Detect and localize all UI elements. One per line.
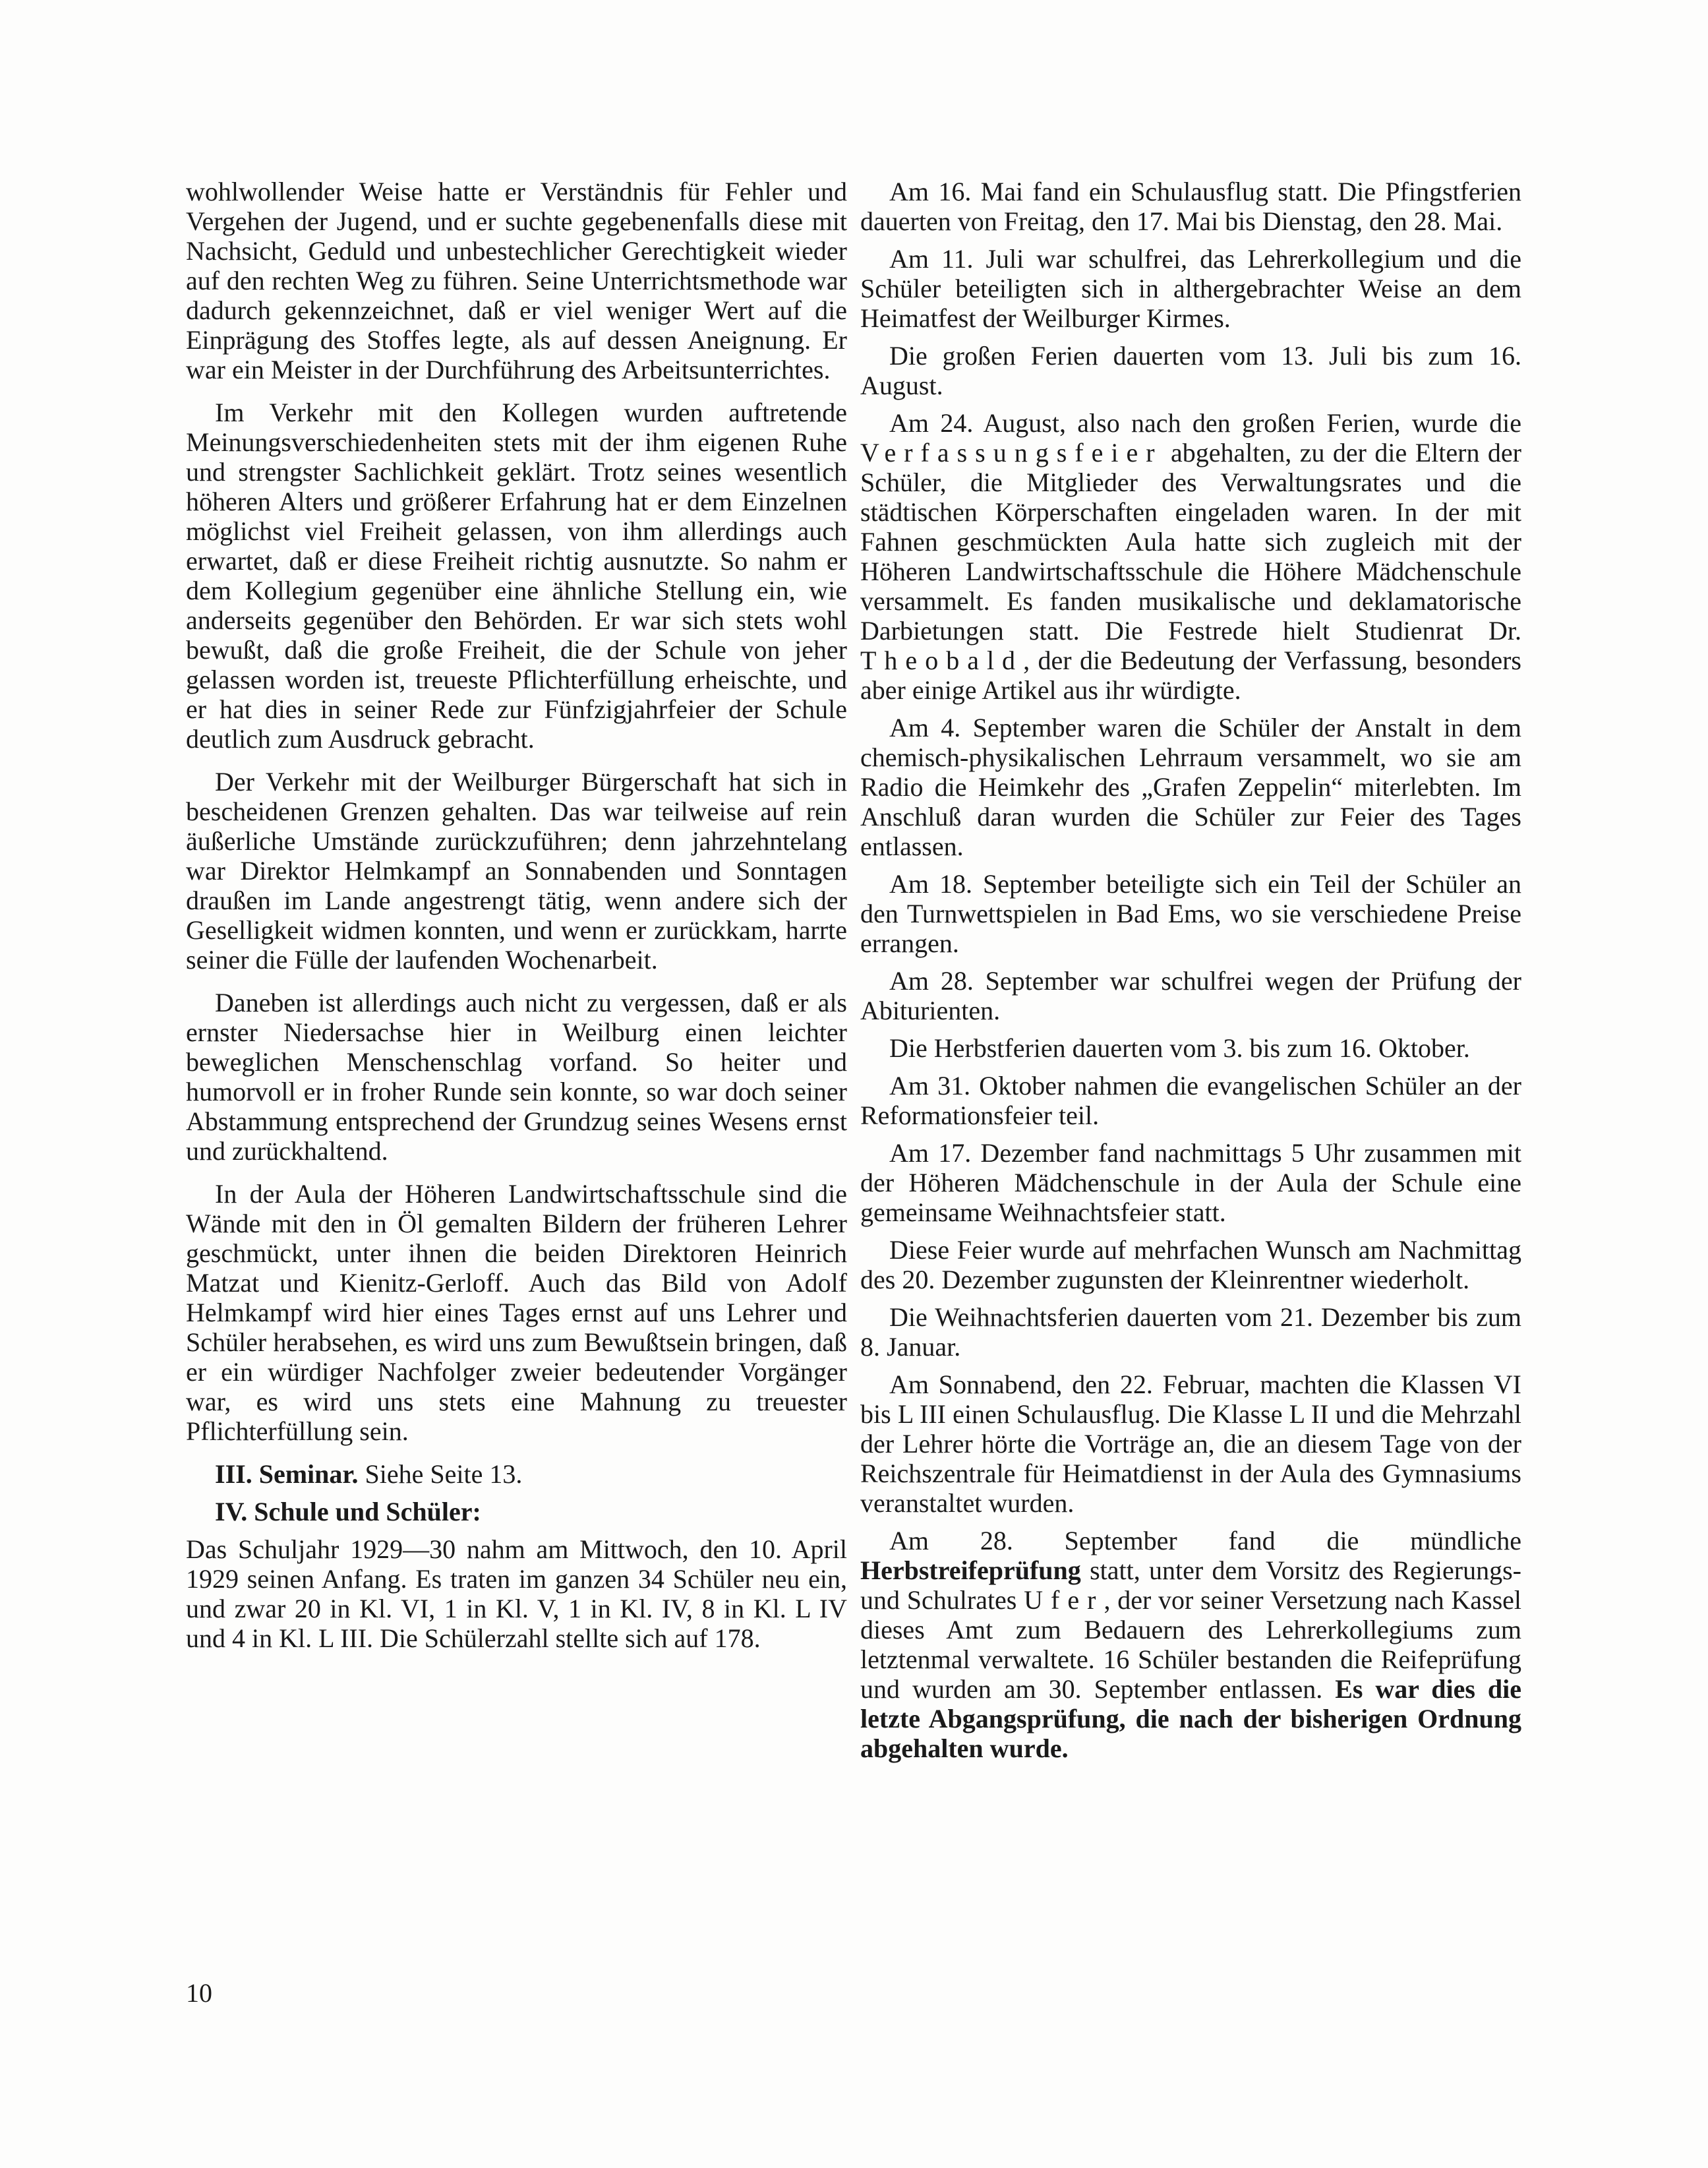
paragraph: Im Verkehr mit den Kollegen wurden auftretende Meinungsverschiedenheiten stets mit der ihm eigenen Ruhe und strengster Sachlichkeit geklärt. Trotz seines wesentlich höheren Alters und größerer Erfahrung hat er dem Einzelnen möglichst viel Freiheit gelassen, von ihm allerdings auch erwartet, daß er diese Freiheit richtig ausnutzte. So nahm er dem Kollegium gegenüber eine ähnliche Stellung ein, wie anderseits gegenüber den Behörden. Er war sich stets wohl bewußt, daß die große Freiheit, die der Schule von jeher gelassen worden ist, treueste Pflichterfüllung erheischte, und er hat dies in seiner Rede zur Fünfzigjahrfeier der Schule deutlich zum Ausdruck gebracht. — [186, 398, 847, 754]
paragraph: Am 11. Juli war schulfrei, das Lehrerkollegium und die Schüler beteiligten sich in althergebrachter Weise an dem Heimatfest der Weilburger Kirmes. — [860, 244, 1521, 333]
spaced-name: Ufer — [1024, 1585, 1104, 1615]
text-run: , der vor seiner Versetzung nach Kassel dieses Amt zum Bedauern des Lehrerkollegiums zum letztenmal verwaltete. 16 Schüler bestanden die Reifeprüfung und wurden am 30. September entlassen. — [860, 1585, 1522, 1704]
right-column — [860, 177, 1521, 1771]
paragraph: Am 4. September waren die Schüler der Anstalt in dem chemisch-physikalischen Lehrraum versammelt, wo sie am Radio die Heimkehr des „Grafen Zeppelin“ miterlebten. Im Anschluß daran wurden die Schüler zur Feier des Tages entlassen. — [860, 713, 1521, 861]
paragraph: Am 18. September beteiligte sich ein Teil der Schüler an den Turnwettspielen in Bad Ems, wo sie verschiedene Preise errangen. — [860, 869, 1521, 958]
paragraph: Die großen Ferien dauerten vom 13. Juli bis zum 16. August. — [860, 341, 1521, 400]
paragraph: In der Aula der Höheren Landwirtschaftsschule sind die Wände mit den in Öl gemalten Bildern der früheren Lehrer geschmückt, unter ihnen die beiden Direktoren Heinrich Matzat und Kienitz-Gerloff. Auch das Bild von Adolf Helmkampf wird hier eines Tages ernst auf uns Lehrer und Schüler herabsehen, es wird uns zum Bewußtsein bringen, daß er ein würdiger Nachfolger zweier bedeutender Vorgänger war, es wird uns stets eine Mahnung zu treuester Pflichterfüllung sein. — [186, 1179, 847, 1446]
section-heading-text: Siehe Seite 13. — [365, 1459, 523, 1489]
text-run: , der die Bedeutung der Verfassung, besonders aber einige Artikel aus ihr würdigte. — [860, 646, 1521, 705]
text-run: statt, unter dem Vorsitz des Regierungs- und Schulrates — [860, 1555, 1521, 1615]
paragraph-verfassungsfeier — [860, 408, 1521, 705]
text-run: abgehalten, zu der die Eltern der Schüler, die Mitglieder des Verwaltungsrates und die städtischen Körperschaften eingeladen waren. In der mit Fahnen geschmückten Aula hatte sich zugleich mit der Höheren Landwirtschaftsschule die Höhere Mädchenschule versammelt. Es fanden musikalische und deklamatorische Darbietungen statt. Die Festrede hielt Studienrat Dr. — [860, 438, 1522, 646]
paragraph: Am 16. Mai fand ein Schulausflug statt. Die Pfingstferien dauerten von Freitag, den 17. Mai bis Dienstag, den 28. Mai. — [860, 177, 1521, 236]
spaced-term: Verfassungsfeier — [860, 438, 1163, 467]
paragraph: Das Schuljahr 1929—30 nahm am Mittwoch, den 10. April 1929 seinen Anfang. Es traten im ganzen 34 Schüler neu ein, und zwar 20 in Kl. VI, 1 in Kl. V, 1 in Kl. IV, 8 in Kl. L IV und 4 in Kl. L III. Die Schülerzahl stellte sich auf 178. — [186, 1534, 847, 1653]
paragraph: Am Sonnabend, den 22. Februar, machten die Klassen VI bis L III einen Schulausflug. Die Klasse L II und die Mehrzahl der Lehrer hörte die Vorträge an, die an diesem Tage von der Reichszentrale für Heimatdienst in der Aula des Gymnasiums veranstaltet wurden. — [860, 1370, 1521, 1518]
paragraph: Der Verkehr mit der Weilburger Bürgerschaft hat sich in bescheidenen Grenzen gehalten. Das war teilweise auf rein äußerliche Umstände zurückzuführen; denn jahrzehntelang war Direktor Helmkampf an Sonnabenden und Sonntagen draußen im Lande angestrengt tätig, wenn andere sich der Geselligkeit widmen konnten, und wenn er zurückkam, harrte seiner die Fülle der laufenden Wochenarbeit. — [186, 767, 847, 975]
paragraph: Am 17. Dezember fand nachmittags 5 Uhr zusammen mit der Höheren Mädchenschule in der Aula der Schule eine gemeinsame Weihnachtsfeier statt. — [860, 1138, 1521, 1227]
section-heading-schule: IV. Schule und Schüler: — [215, 1497, 481, 1526]
paragraph: Die Weihnachtsferien dauerten vom 21. Dezember bis zum 8. Januar. — [860, 1302, 1521, 1362]
left-column — [186, 177, 847, 1666]
paragraph: Daneben ist allerdings auch nicht zu vergessen, daß er als ernster Niedersachse hier in Weilburg einen leichter beweglichen Menschenschlag vorfand. So heiter und humorvoll er in froher Runde sein konnte, so war doch seiner Abstammung entsprechend der Grundzug seines Wesens ernst und zurückhaltend. — [186, 988, 847, 1166]
paragraph: wohlwollender Weise hatte er Verständnis für Fehler und Vergehen der Jugend, und er suchte gegebenenfalls diese mit Nachsicht, Geduld und unbestechlicher Gerechtigkeit wieder auf den rechten Weg zu führen. Seine Unterrichtsmethode war dadurch gekennzeichnet, daß er viel weniger Wert auf die Einprägung des Stoffes legte, als auf dessen Aneignung. Er war ein Meister in der Durchführung des Arbeitsunterrichtes. — [186, 177, 847, 384]
paragraph: Am 31. Oktober nahmen die evangelischen Schüler an der Reformationsfeier teil. — [860, 1071, 1521, 1130]
section-heading-seminar — [186, 1459, 847, 1489]
paragraph: Am 28. September war schulfrei wegen der Prüfung der Abiturienten. — [860, 966, 1521, 1025]
paragraph: Die Herbstferien dauerten vom 3. bis zum 16. Oktober. — [889, 1033, 1470, 1063]
paragraph: Diese Feier wurde auf mehrfachen Wunsch am Nachmittag des 20. Dezember zugunsten der Kleinrentner wiederholt. — [860, 1235, 1521, 1294]
page-number: 10 — [186, 1978, 212, 2008]
text-run: Am 28. September fand die mündliche — [889, 1526, 1521, 1555]
paragraph-reifepruefung — [860, 1526, 1521, 1763]
section-heading-label: III. Seminar. — [215, 1459, 359, 1489]
spaced-name: Theobald — [860, 646, 1024, 675]
bold-term: Herbstreifeprüfung — [860, 1555, 1081, 1585]
text-run: Am 24. August, also nach den großen Ferien, wurde die — [889, 408, 1521, 438]
bold-closing-sentence: Es war dies die letzte Abgangsprüfung, die nach der bisherigen Ordnung abgehalten wurde. — [860, 1674, 1521, 1763]
